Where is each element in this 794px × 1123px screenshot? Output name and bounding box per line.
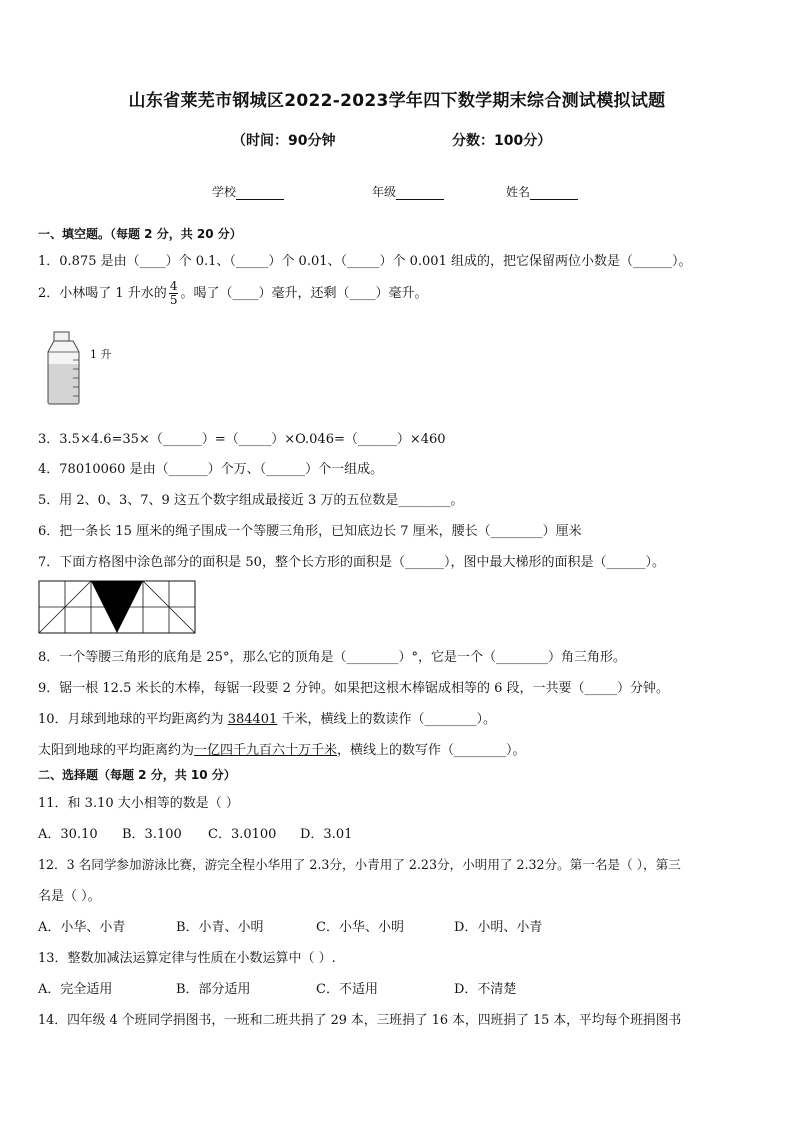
underlined-number: 384401 [227, 712, 278, 727]
question-6: 6．把一条长 15 厘米的绳子围成一个等腰三角形，已知底边长 7 厘米，腰长（________）厘米 [38, 524, 582, 539]
question-14: 14．四年级 4 个班同学捐图书，一班和二班共捐了 29 本，三班捐了 16 本，四班捐了 15 本，平均每个班捐图书 [38, 1013, 682, 1028]
question-7: 7．下面方格图中涂色部分的面积是 50，整个长方形的面积是（______），图中最大梯形的面积是（______）。 [38, 555, 665, 570]
grade-label: 年级 [372, 185, 397, 199]
section-choice-heading: 二、选择题（每题 2 分，共 10 分） [38, 768, 236, 782]
question-10b-before: 太阳到地球的平均距离约为 [38, 743, 195, 758]
section-fill-in-heading: 一、填空题。（每题 2 分，共 20 分） [38, 227, 242, 241]
option-b[interactable]: B．小青、小明 [176, 920, 264, 935]
question-2 [38, 280, 427, 307]
exam-time: （时间：90分钟 [232, 133, 336, 149]
exam-title: 山东省莱芜市钢城区2022-2023学年四下数学期末综合测试模拟试题 [128, 91, 666, 111]
name-blank[interactable] [530, 187, 578, 200]
question-3: 3．3.5×4.6=35×（______）=（_____）×O.046=（______）×460 [38, 432, 446, 447]
name-label: 姓名 [506, 185, 531, 199]
question-12-line1: 12．3 名同学参加游泳比赛，游完全程小华用了 2.3分，小青用了 2.23分，小明用了 2.32分。第一名是（ ），第三 [38, 857, 681, 872]
option-a[interactable]: A．完全适用 [38, 982, 113, 997]
option-b[interactable]: B．部分适用 [176, 982, 251, 997]
question-13: 13．整数加减法运算定律与性质在小数运算中（ ）. [38, 951, 336, 966]
question-2-before: 2．小林喝了 1 升水的 [38, 286, 167, 301]
question-8: 8．一个等腰三角形的底角是 25°，那么它的顶角是（________）°，它是一个（________）角三角形。 [38, 650, 626, 665]
option-b[interactable]: B．3.100 [122, 827, 182, 842]
underlined-words: 一亿四千九百六十万千米 [194, 743, 338, 758]
water-bottle-figure [44, 330, 124, 406]
question-2-after: 。喝了（____）毫升，还剩（____）毫升。 [180, 286, 428, 301]
grid-trapezoid-figure [38, 580, 198, 636]
option-c[interactable]: C．不适用 [316, 982, 378, 997]
question-5: 5．用 2、0、3、7、9 这五个数字组成最接近 3 万的五位数是________。 [38, 493, 464, 508]
question-11: 11．和 3.10 大小相等的数是（ ） [38, 796, 239, 811]
question-1: 1．0.875 是由（____）个 0.1、（_____）个 0.01、（_____）个 0.001 组成的，把它保留两位小数是（______）。 [38, 254, 692, 269]
question-10a-after: 千米，横线上的数读作（________）。 [277, 712, 496, 727]
question-10a [38, 708, 496, 727]
option-d[interactable]: D．3.01 [300, 827, 353, 842]
fraction-denominator: 5 [169, 293, 178, 307]
question-12-options [38, 916, 542, 935]
option-c[interactable]: C．3.0100 [208, 827, 277, 842]
school-blank[interactable] [236, 187, 284, 200]
exam-score: 分数：100分） [452, 133, 552, 149]
school-field[interactable] [212, 183, 284, 200]
question-10b [38, 739, 526, 758]
option-a[interactable]: A．小华、小青 [38, 920, 126, 935]
option-d[interactable]: D．小明、小青 [454, 920, 543, 935]
question-10a-before: 10．月球到地球的平均距离约为 [38, 712, 228, 727]
grade-field[interactable] [372, 183, 444, 200]
school-label: 学校 [212, 185, 237, 199]
option-a[interactable]: A．30.10 [38, 827, 98, 842]
question-13-options [38, 978, 516, 997]
question-11-options [38, 823, 352, 842]
question-12-line2: 名是（ ）。 [38, 889, 101, 904]
fraction-four-fifths [169, 280, 179, 307]
name-field[interactable] [506, 183, 578, 200]
question-9: 9．锯一根 12.5 米长的木棒，每锯一段要 2 分钟。如果把这根木棒锯成相等的 6 段，一共要（_____）分钟。 [38, 681, 670, 696]
option-d[interactable]: D．不清楚 [454, 982, 517, 997]
bottle-label: 1 升 [90, 348, 112, 361]
grade-blank[interactable] [396, 187, 444, 200]
question-4: 4．78010060 是由（______）个万、（______）个一组成。 [38, 462, 384, 477]
fraction-numerator: 4 [169, 279, 178, 293]
question-10b-after: ，横线上的数写作（________）。 [337, 743, 526, 758]
option-c[interactable]: C．小华、小明 [316, 920, 404, 935]
